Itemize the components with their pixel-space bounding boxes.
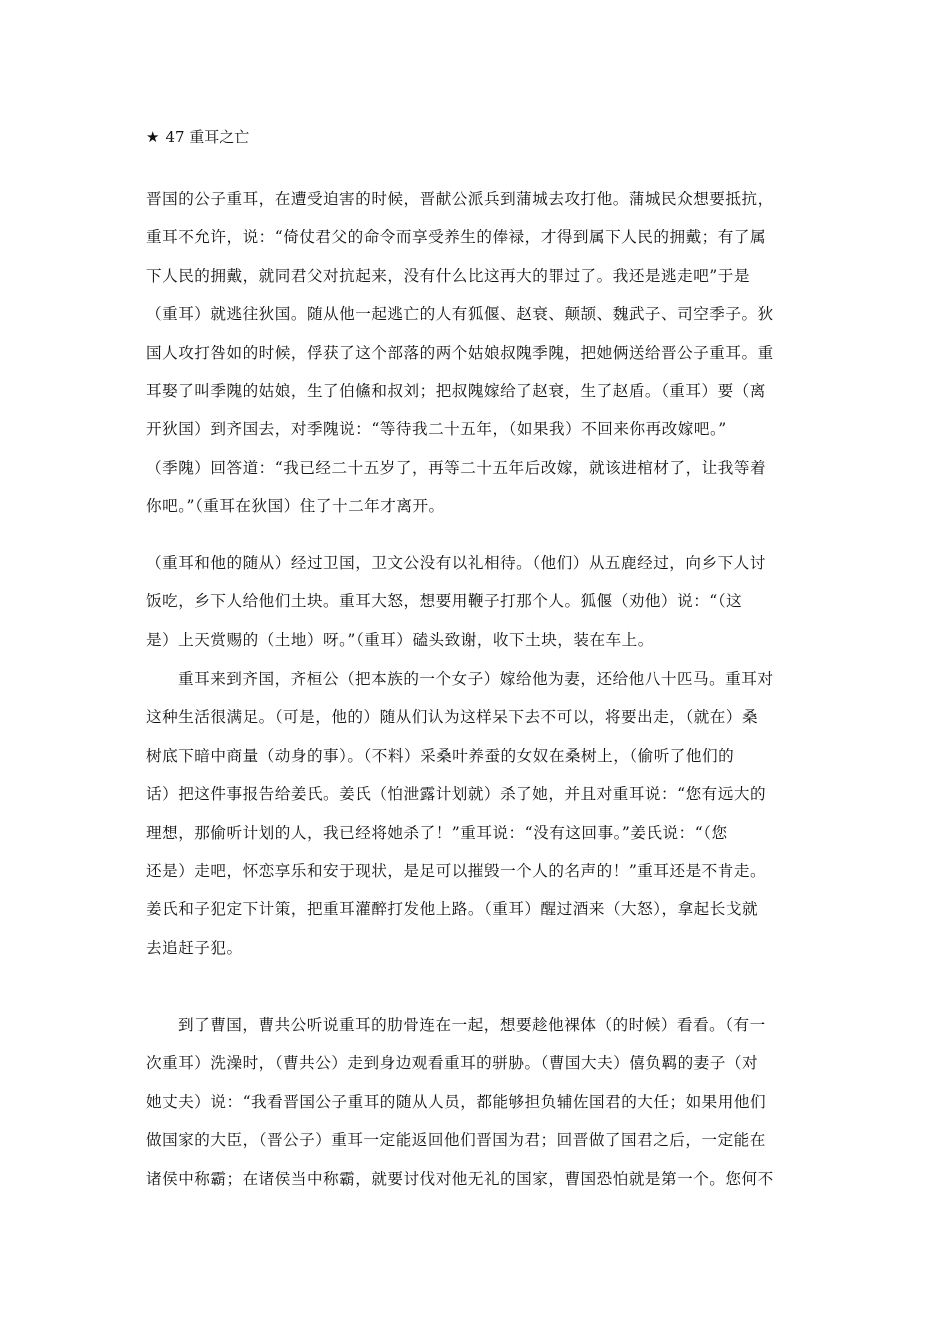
- text-line: 树底下暗中商量（动身的事）。（不料）采桑叶养蚕的女奴在桑树上，（偷听了他们的: [146, 746, 735, 765]
- text-line: 饭吃，乡下人给他们土块。重耳大怒，想要用鞭子打那个人。狐偃（劝他）说：“（这: [146, 592, 743, 611]
- paragraph-1: [146, 180, 802, 526]
- section-heading: [146, 126, 249, 148]
- text-line: 国人攻打咎如的时候，俘获了这个部落的两个姑娘叔隗季隗，把她俩送给晋公子重耳。重: [146, 343, 774, 362]
- text-line: 下人民的拥戴，就同君父对抗起来，没有什么比这再大的罪过了。我还是逃走吧”于是: [146, 266, 750, 285]
- text-line: 她丈夫）说：“我看晋国公子重耳的随从人员，都能够担负辅佐国君的大任；如果用他们: [146, 1092, 767, 1111]
- text-line: 姜氏和子犯定下计策，把重耳灌醉打发他上路。（重耳）醒过酒来（大怒），拿起长戈就: [146, 900, 759, 919]
- text-line: （重耳）就逃往狄国。随从他一起逃亡的人有狐偃、赵衰、颠颉、魏武子、司空季子。狄: [146, 305, 774, 324]
- text-line: 到了曹国，曹共公听说重耳的肋骨连在一起，想要趁他裸体（的时候）看看。（有一: [178, 1016, 766, 1034]
- text-line: 晋国的公子重耳，在遭受迫害的时候，晋献公派兵到蒲城去攻打他。蒲城民众想要抵抗，: [146, 190, 774, 208]
- text-line: 这种生活很满足。（可是，他的）随从们认为这样呆下去不可以，将要出走，（就在）桑: [146, 708, 759, 727]
- text-line: 开狄国）到齐国去，对季隗说：“等待我二十五年，（如果我）不回来你再改嫁吧。”: [146, 420, 727, 439]
- text-line: 诸侯中称霸；在诸侯当中称霸，就要讨伐对他无礼的国家，曹国恐怕就是第一个。您何不: [146, 1169, 774, 1188]
- text-line: 去追赶子犯。: [146, 938, 243, 957]
- text-line: 做国家的大臣，（晋公子）重耳一定能返回他们晋国为君；回晋做了国君之后，一定能在: [146, 1131, 766, 1150]
- paragraph-2: [146, 544, 802, 659]
- section-title: 47 重耳之亡: [165, 128, 250, 146]
- text-line: （重耳和他的随从）经过卫国，卫文公没有以礼相待。（他们）从五鹿经过，向乡下人讨: [146, 554, 766, 572]
- text-line: 次重耳）洗澡时，（曹共公）走到身边观看重耳的骈胁。（曹国大夫）僖负羁的妻子（对: [146, 1054, 759, 1073]
- text-line: 话）把这件事报告给姜氏。姜氏（怕泄露计划就）杀了她，并且对重耳说：“您有远大的: [146, 785, 767, 804]
- paragraph-3: [146, 660, 802, 967]
- text-line: 你吧。”（重耳在狄国）住了十二年才离开。: [146, 497, 445, 516]
- text-line: 重耳不允许，说：“倚仗君父的命令而享受养生的俸禄，才得到属下人民的拥戴；有了属: [146, 228, 767, 247]
- text-line: 理想，那偷听计划的人，我已经将她杀了！”重耳说：“没有这回事。”姜氏说：“（您: [146, 823, 728, 842]
- star-icon: ★: [146, 128, 160, 146]
- text-line: 还是）走吧，怀恋享乐和安于现状，是足可以摧毁一个人的名声的！”重耳还是不肯走。: [146, 861, 767, 880]
- text-line: 重耳来到齐国，齐桓公（把本族的一个女子）嫁给他为妻，还给他八十匹马。重耳对: [178, 670, 774, 688]
- text-line: 是）上天赏赐的（土地）呀。”（重耳）磕头致谢，收下土块，装在车上。: [146, 630, 654, 649]
- text-line: （季隗）回答道：“我已经二十五岁了，再等二十五年后改嫁，就该进棺材了，让我等着: [146, 458, 767, 477]
- paragraph-4: [146, 1006, 802, 1198]
- text-line: 耳娶了叫季隗的姑娘，生了伯鯈和叔刘；把叔隗嫁给了赵衰，生了赵盾。（重耳）要（离: [146, 381, 766, 400]
